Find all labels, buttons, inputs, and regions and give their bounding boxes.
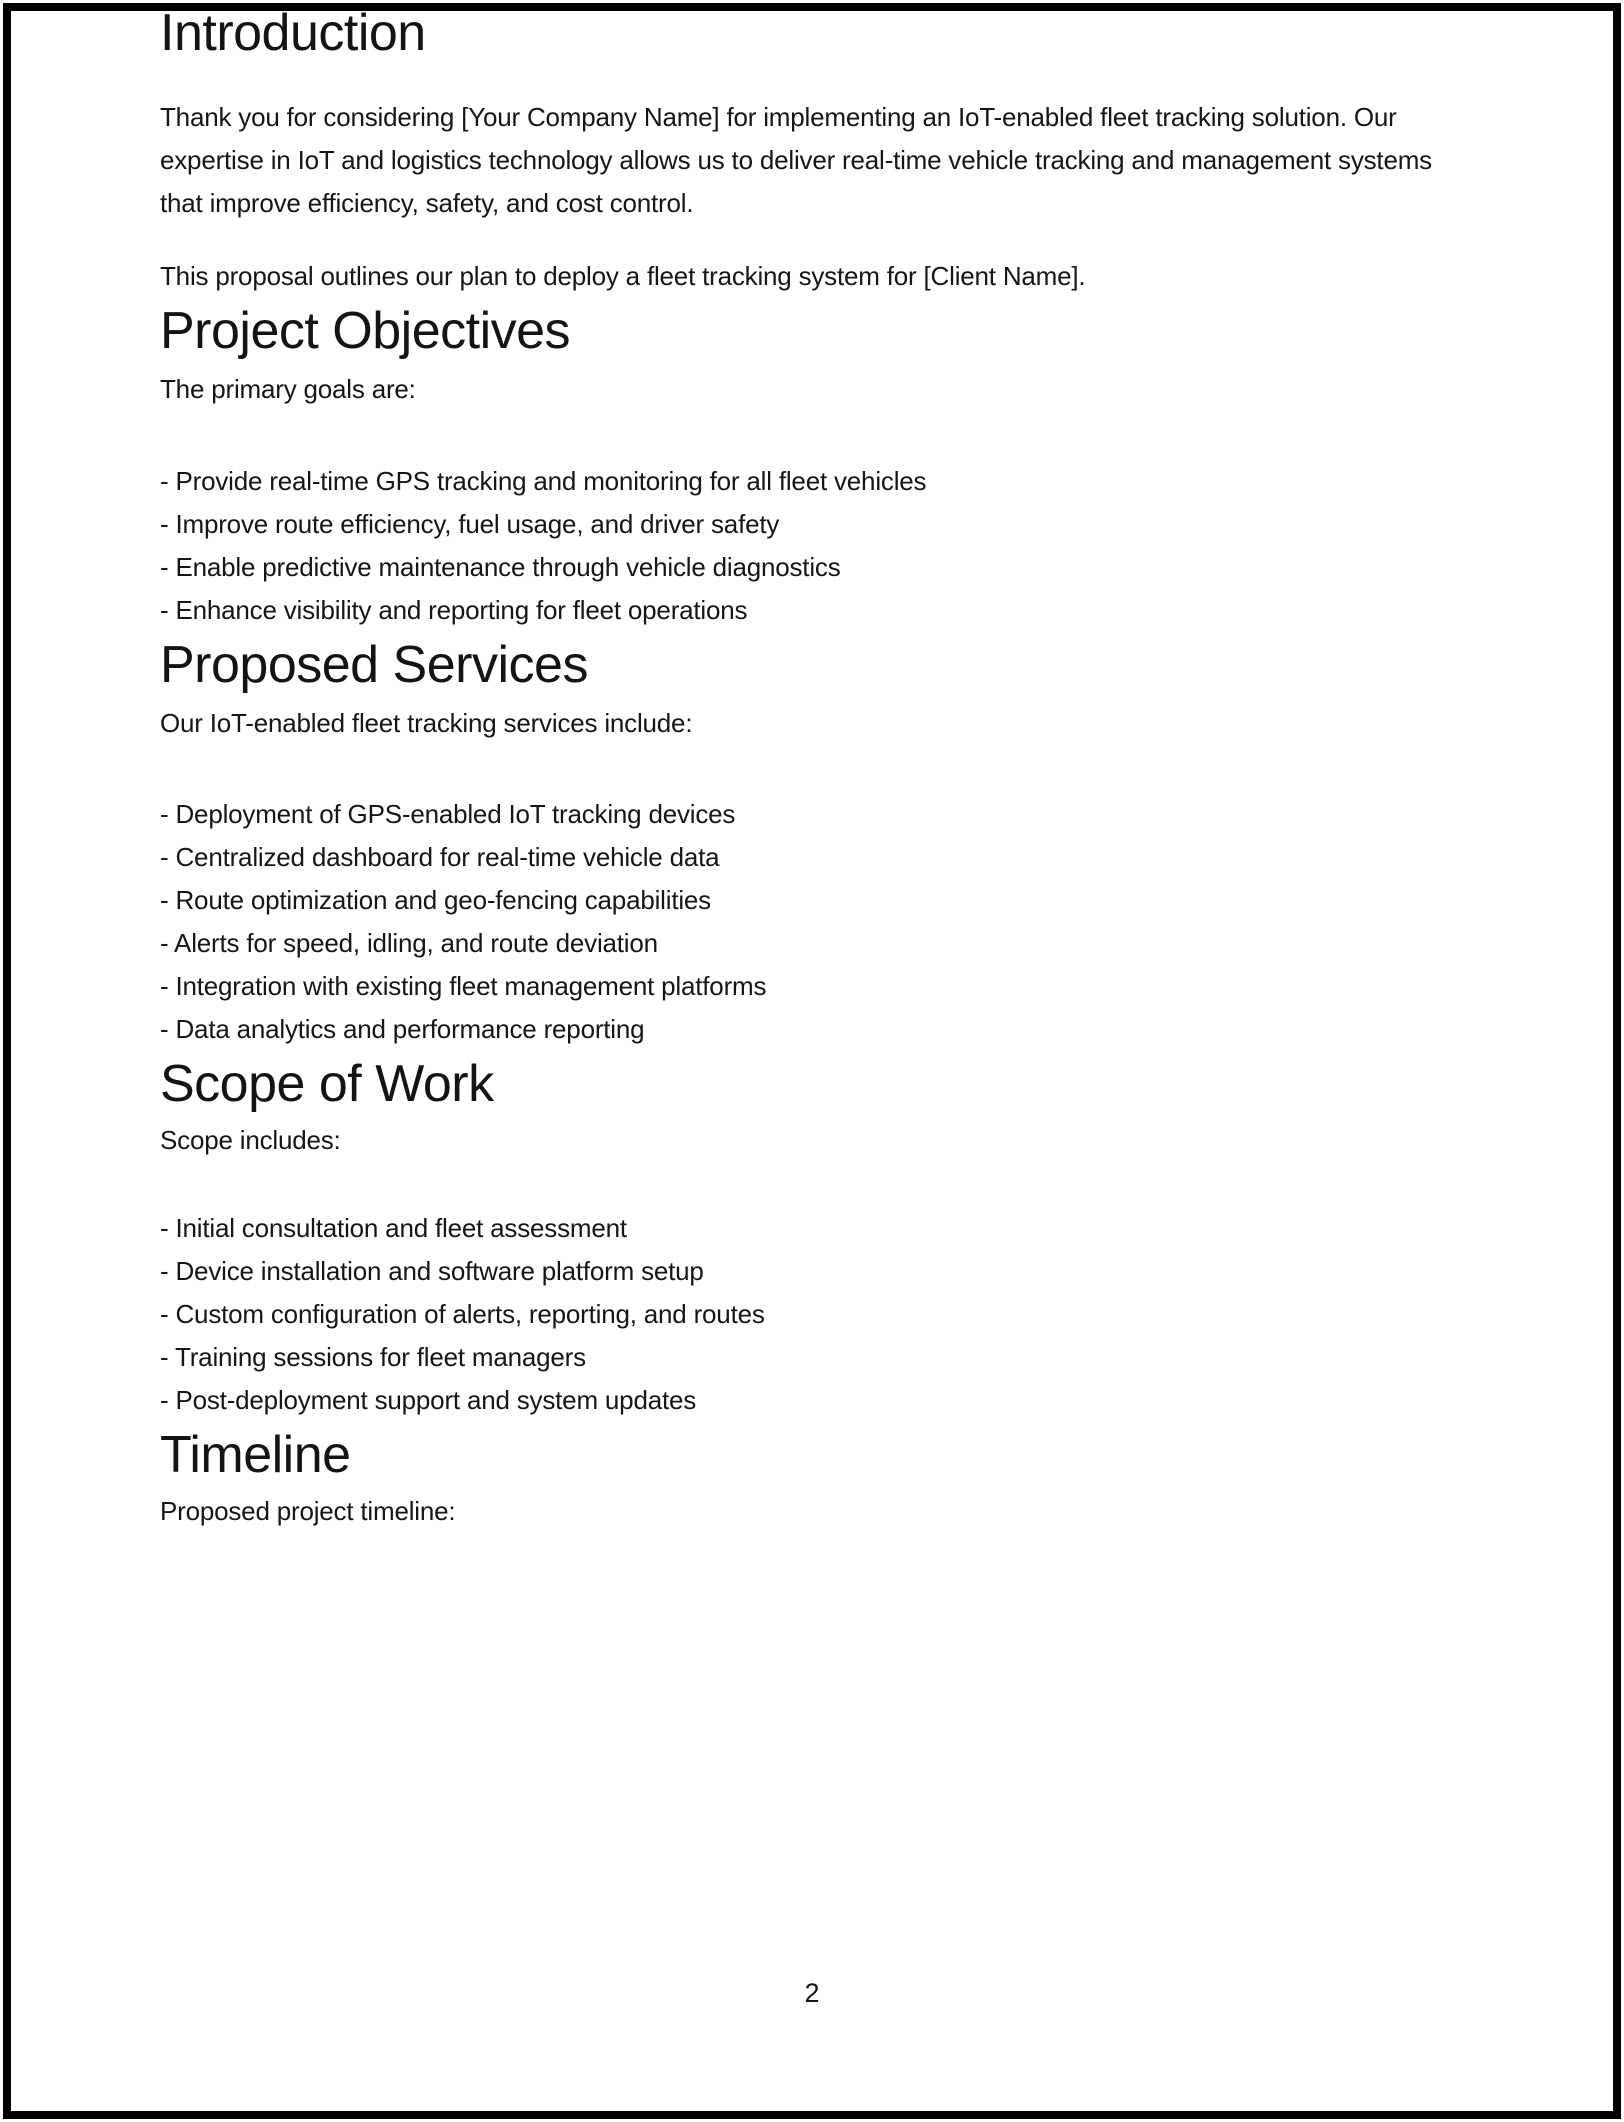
section-heading-project-objectives: Project Objectives bbox=[160, 302, 571, 360]
list-item: - Data analytics and performance reporting bbox=[160, 1014, 645, 1044]
section-lead-text: Proposed project timeline: bbox=[160, 1496, 456, 1526]
list-item: - Custom configuration of alerts, reporting, and routes bbox=[160, 1299, 765, 1329]
section-lead-text: Scope includes: bbox=[160, 1125, 341, 1155]
section-lead-text: Our IoT-enabled fleet tracking services include: bbox=[160, 708, 693, 738]
section-heading-introduction: Introduction bbox=[160, 4, 426, 62]
list-item: - Device installation and software platform setup bbox=[160, 1256, 704, 1286]
list-item: - Training sessions for fleet managers bbox=[160, 1342, 586, 1372]
list-item: - Enhance visibility and reporting for fleet operations bbox=[160, 595, 748, 625]
list-item: - Alerts for speed, idling, and route deviation bbox=[160, 928, 658, 958]
services-list bbox=[160, 793, 1474, 1051]
introduction-paragraph: This proposal outlines our plan to deploy a fleet tracking system for [Client Name]. bbox=[160, 261, 1086, 291]
section-heading-timeline: Timeline bbox=[160, 1426, 351, 1484]
list-item: - Route optimization and geo-fencing capabilities bbox=[160, 885, 711, 915]
section-lead-text: The primary goals are: bbox=[160, 374, 416, 404]
section-heading-proposed-services: Proposed Services bbox=[160, 636, 588, 694]
scope-list bbox=[160, 1207, 1474, 1422]
introduction-paragraph: Thank you for considering [Your Company Name] for implementing an IoT-enabled fleet tracking solution. Our expertise in IoT and logistics technology allows us to deliver real-time vehicle tracking and management systems that improve efficiency, safety, and cost control. bbox=[160, 102, 1432, 218]
page-number: 2 bbox=[804, 1978, 820, 2008]
list-item: - Provide real-time GPS tracking and monitoring for all fleet vehicles bbox=[160, 466, 927, 496]
list-item: - Integration with existing fleet management platforms bbox=[160, 971, 767, 1001]
list-item: - Deployment of GPS-enabled IoT tracking devices bbox=[160, 799, 736, 829]
list-item: - Enable predictive maintenance through vehicle diagnostics bbox=[160, 552, 841, 582]
list-item: - Initial consultation and fleet assessment bbox=[160, 1213, 627, 1243]
list-item: - Improve route efficiency, fuel usage, and driver safety bbox=[160, 509, 780, 539]
section-heading-scope-of-work: Scope of Work bbox=[160, 1055, 494, 1113]
list-item: - Post-deployment support and system updates bbox=[160, 1385, 697, 1415]
list-item: - Centralized dashboard for real-time vehicle data bbox=[160, 842, 720, 872]
objectives-list bbox=[160, 460, 1474, 632]
